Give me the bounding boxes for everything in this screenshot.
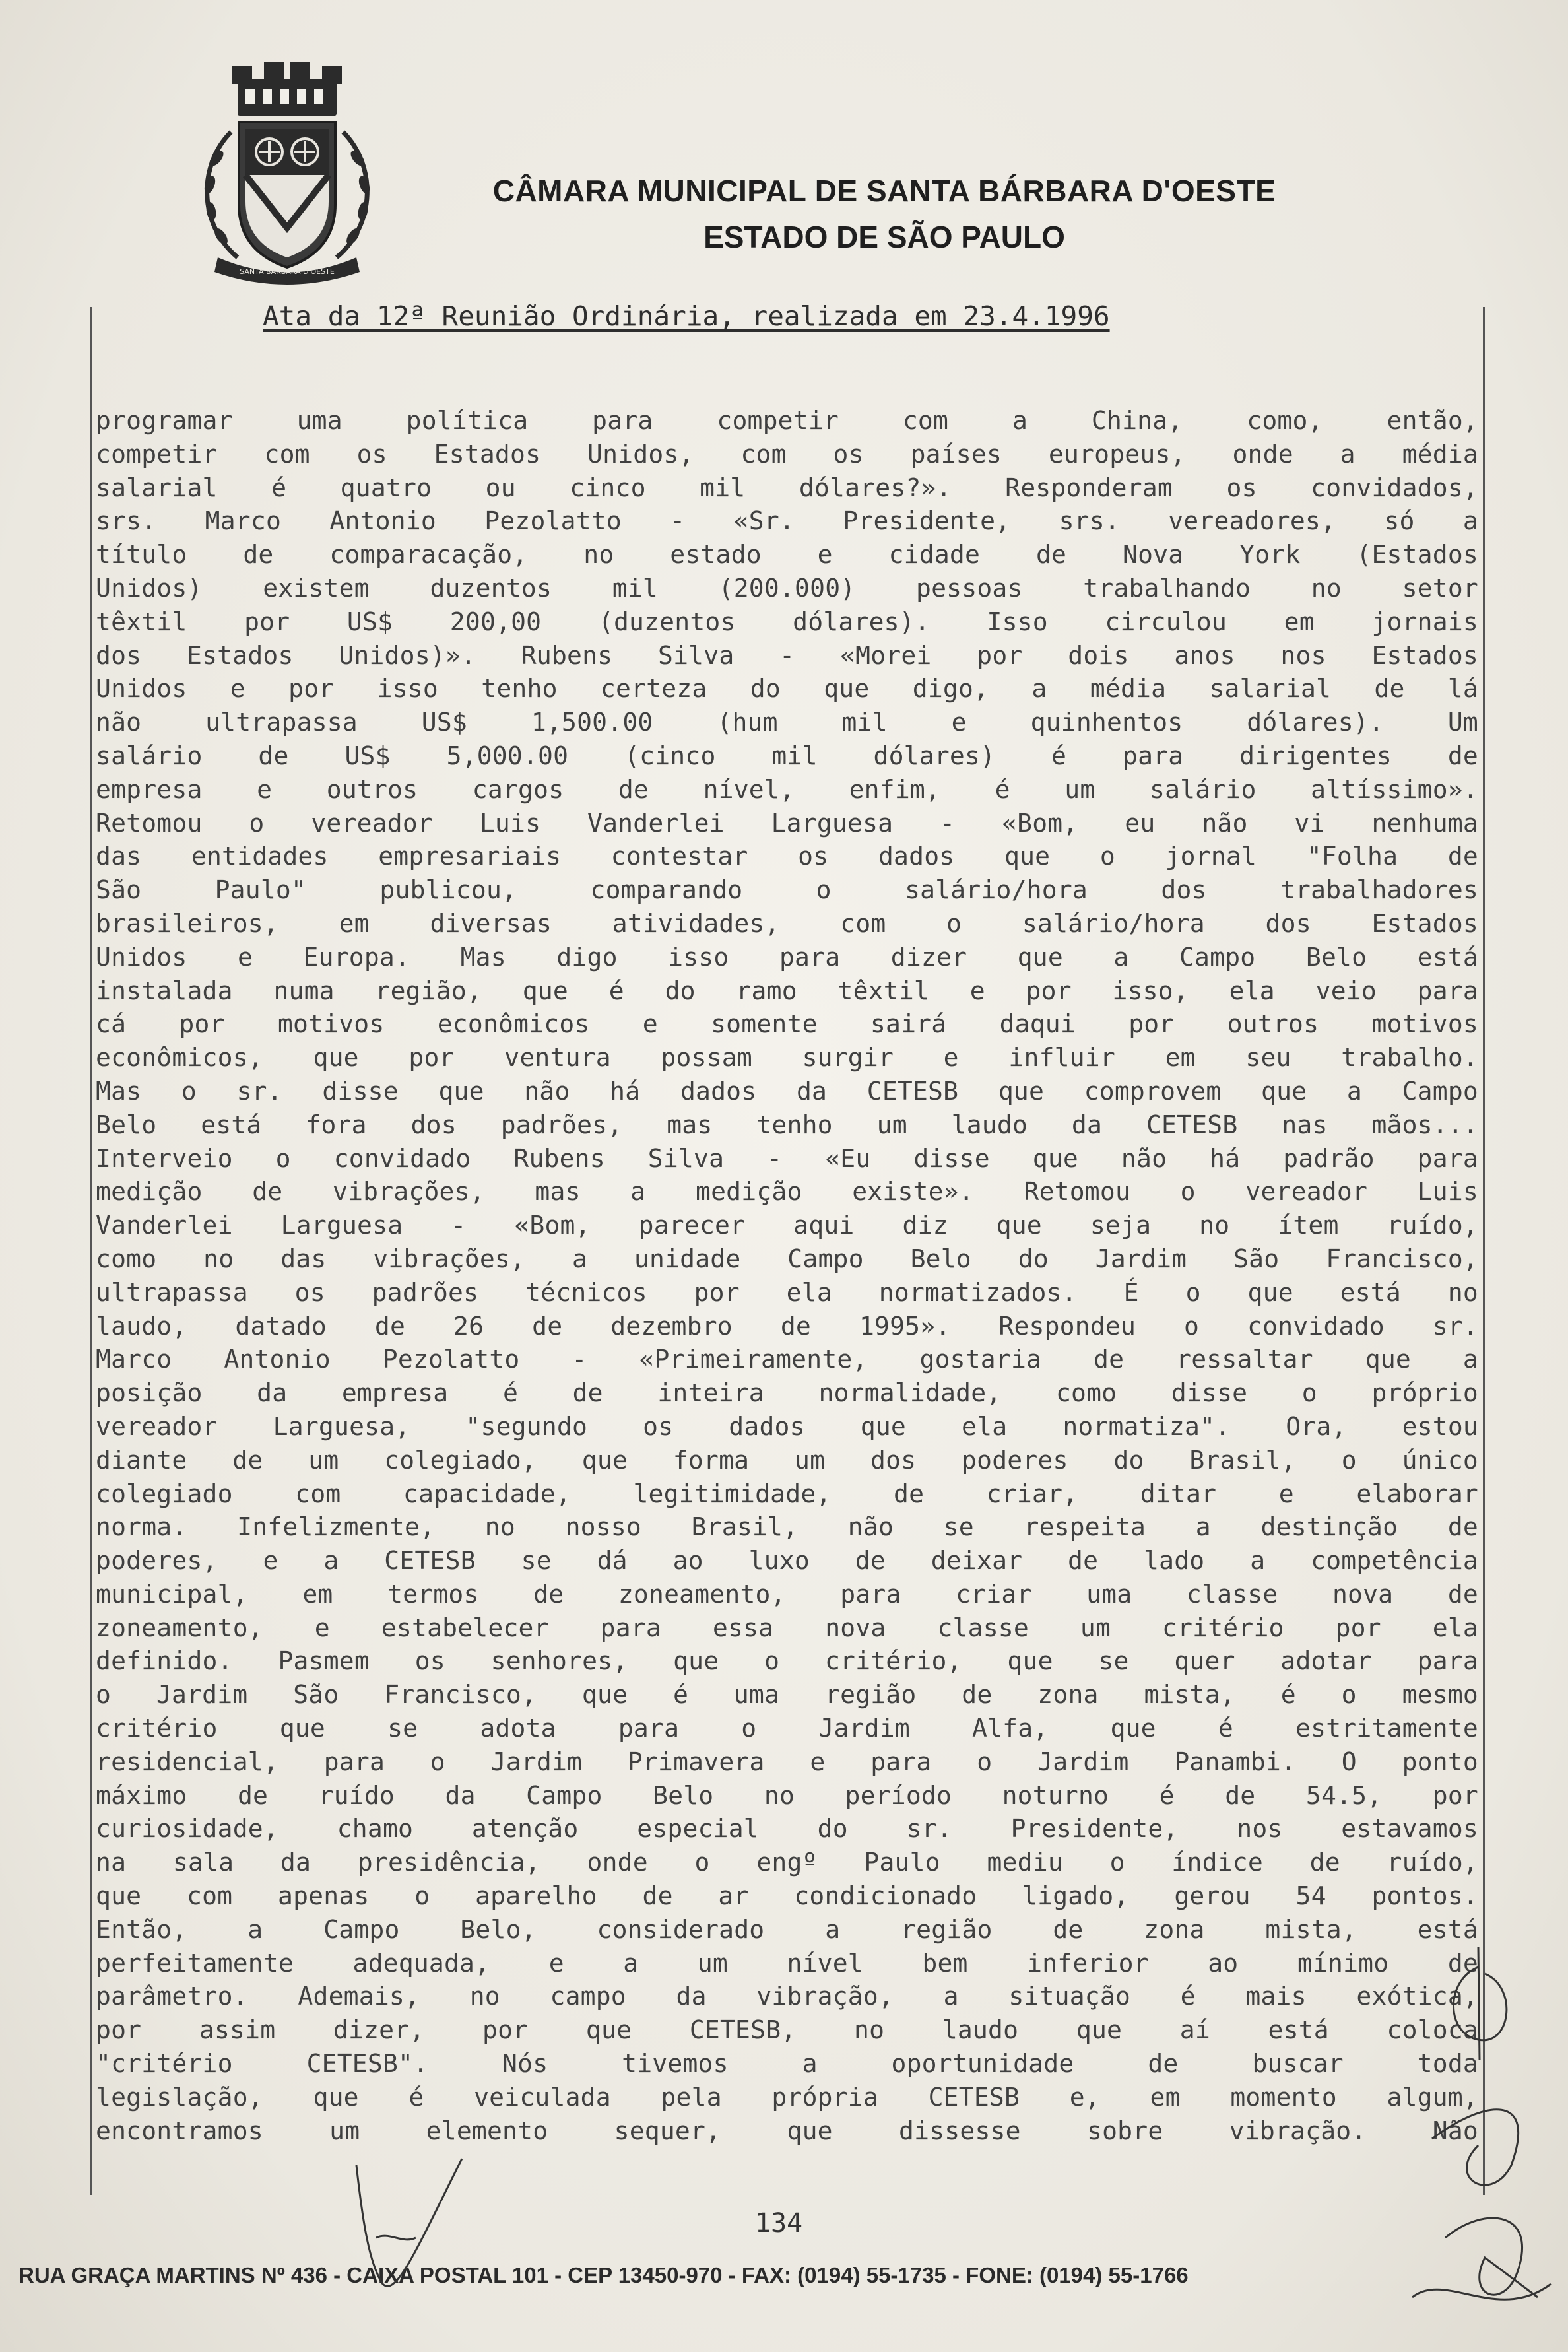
footer-address: RUA GRAÇA MARTINS Nº 436 - CAIXA POSTAL 101 - CEP 13450-970 - FAX: (0194) 55-1735 - FONE: (0194) 55-1766 — [18, 2263, 1189, 2287]
text-line: legislação, que é veiculada pela própria CETESB e, em momento algum, — [96, 2082, 1478, 2112]
text-line: residencial, para o Jardim Primavera e para o Jardim Panambi. O ponto — [96, 1747, 1478, 1776]
text-line: salarial é quatro ou cinco mil dólares?». Responderam os convidados, — [96, 473, 1478, 502]
text-line: srs. Marco Antonio Pezolatto - «Sr. Presidente, srs. vereadores, só a — [96, 506, 1478, 536]
text-line: salário de US$ 5,000.00 (cinco mil dólares) é para dirigentes de — [96, 741, 1478, 770]
text-line: Unidos e por isso tenho certeza do que digo, a média salarial de lá — [96, 674, 1478, 704]
minutes-body — [96, 404, 1478, 2147]
state-name: ESTADO DE SÃO PAULO — [703, 220, 1065, 254]
text-line: perfeitamente adequada, e a um nível bem inferior ao mínimo de — [96, 1948, 1478, 1978]
coat-of-arms-emblem — [191, 59, 383, 290]
text-line: econômicos, que por ventura possam surgir e influir em seu trabalho. — [96, 1043, 1478, 1073]
text-line: Mas o sr. disse que não há dados da CETESB que comprovem que a Campo — [96, 1076, 1478, 1106]
institution-name: CÂMARA MUNICIPAL DE SANTA BÁRBARA D'OESTE — [492, 174, 1276, 208]
text-line: brasileiros, em diversas atividades, com o salário/hora dos Estados — [96, 908, 1478, 938]
page-frame-left — [90, 307, 92, 2195]
text-line: critério que se adota para o Jardim Alfa, que é estritamente — [96, 1714, 1478, 1743]
text-line: têxtil por US$ 200,00 (duzentos dólares). Isso circulou em jornais — [96, 607, 1478, 636]
text-line: municipal, em termos de zoneamento, para criar uma classe nova de — [96, 1579, 1478, 1609]
text-line: "critério CETESB". Nós tivemos a oportunidade de buscar toda — [96, 2049, 1478, 2079]
text-line: cá por motivos econômicos e somente sairá daqui por outros motivos — [96, 1009, 1478, 1039]
text-line: vereador Larguesa, "segundo os dados que ela normatiza". Ora, estou — [96, 1411, 1478, 1441]
page-number: 134 — [754, 2208, 803, 2238]
crest-ribbon-text: SANTA BARBARA D'OESTE — [240, 267, 335, 276]
page-frame-right — [1483, 307, 1485, 2195]
text-line: definido. Pasmem os senhores, que o critério, que se quer adotar para — [96, 1646, 1478, 1676]
text-line: medição de vibrações, mas a medição existe». Retomou o vereador Luis — [96, 1177, 1478, 1207]
text-line: competir com os Estados Unidos, com os países europeus, onde a média — [96, 439, 1478, 469]
text-line: Belo está fora dos padrões, mas tenho um laudo da CETESB nas mãos... — [96, 1110, 1478, 1139]
text-line: encontramos um elemento sequer, que dissesse sobre vibração. Não — [96, 2116, 1478, 2145]
text-line: Marco Antonio Pezolatto - «Primeiramente, gostaria de ressaltar que a — [96, 1345, 1478, 1374]
text-line: Então, a Campo Belo, considerado a região de zona mista, está — [96, 1914, 1478, 1944]
text-line: instalada numa região, que é do ramo têxtil e por isso, ela veio para — [96, 976, 1478, 1005]
text-line: dos Estados Unidos)». Rubens Silva - «Morei por dois anos nos Estados — [96, 640, 1478, 670]
text-line: o Jardim São Francisco, que é uma região de zona mista, é o mesmo — [96, 1680, 1478, 1710]
text-line: na sala da presidência, onde o engº Paulo mediu o índice de ruído, — [96, 1848, 1478, 1877]
text-line: por assim dizer, por que CETESB, no laudo que aí está coloca — [96, 2015, 1478, 2045]
text-line: título de comparacação, no estado e cidade de Nova York (Estados — [96, 540, 1478, 570]
text-line: posição da empresa é de inteira normalidade, como disse o próprio — [96, 1378, 1478, 1408]
text-line: empresa e outros cargos de nível, enfim, é um salário altíssimo». — [96, 774, 1478, 804]
text-line: como no das vibrações, a unidade Campo Belo do Jardim São Francisco, — [96, 1244, 1478, 1273]
text-line: colegiado com capacidade, legitimidade, de criar, ditar e elaborar — [96, 1479, 1478, 1508]
text-line: programar uma política para competir com a China, como, então, — [96, 406, 1478, 435]
text-line: das entidades empresariais contestar os dados que o jornal "Folha de — [96, 842, 1478, 871]
text-line: norma. Infelizmente, no nosso Brasil, não se respeita a destinção de — [96, 1512, 1478, 1542]
text-line: máximo de ruído da Campo Belo no período noturno é de 54.5, por — [96, 1780, 1478, 1810]
text-line: parâmetro. Ademais, no campo da vibração, a situação é mais exótica, — [96, 1982, 1478, 2011]
text-line: Interveio o convidado Rubens Silva - «Eu disse que não há padrão para — [96, 1143, 1478, 1173]
text-line: Unidos e Europa. Mas digo isso para dizer que a Campo Belo está — [96, 942, 1478, 972]
text-line: poderes, e a CETESB se dá ao luxo de deixar de lado a competência — [96, 1546, 1478, 1576]
text-line: São Paulo" publicou, comparando o salário/hora dos trabalhadores — [96, 875, 1478, 905]
minutes-title: Ata da 12ª Reunião Ordinária, realizada em 23.4.1996 — [263, 300, 1110, 332]
text-line: Unidos) existem duzentos mil (200.000) pessoas trabalhando no setor — [96, 573, 1478, 603]
text-line: zoneamento, e estabelecer para essa nova classe um critério por ela — [96, 1613, 1478, 1642]
text-line: diante de um colegiado, que forma um dos poderes do Brasil, o único — [96, 1445, 1478, 1475]
text-line: não ultrapassa US$ 1,500.00 (hum mil e quinhentos dólares). Um — [96, 708, 1478, 737]
text-line: laudo, datado de 26 de dezembro de 1995». Respondeu o convidado sr. — [96, 1311, 1478, 1341]
text-line: ultrapassa os padrões técnicos por ela normatizados. É o que está no — [96, 1277, 1478, 1307]
text-line: curiosidade, chamo atenção especial do sr. Presidente, nos estavamos — [96, 1814, 1478, 1844]
text-line: Retomou o vereador Luis Vanderlei Larguesa - «Bom, eu não vi nenhuma — [96, 808, 1478, 838]
text-line: que com apenas o aparelho de ar condicionado ligado, gerou 54 pontos. — [96, 1881, 1478, 1911]
text-line: Vanderlei Larguesa - «Bom, parecer aqui diz que seja no ítem ruído, — [96, 1211, 1478, 1240]
